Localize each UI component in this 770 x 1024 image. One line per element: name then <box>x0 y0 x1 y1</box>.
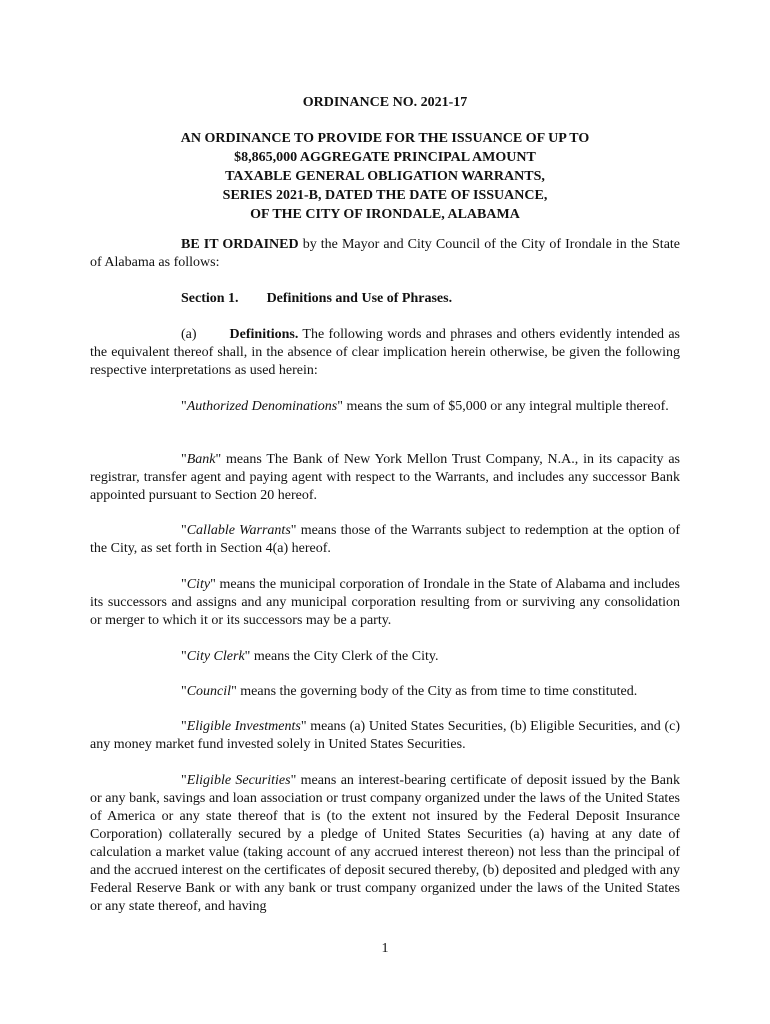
definition-text: means The Bank of New York Mellon Trust Company, N.A., in its capacity as registrar, transfer agent and paying agent with respect to the Warrants, and includes any successor Bank appointed pursuant to Section 20 hereof. <box>90 452 680 503</box>
definition-paragraph: "Authorized Denominations" means the sum of $5,000 or any integral multiple thereof. <box>181 399 669 414</box>
definitions-intro-text: The following words and phrases and others evidently intended as the equivalent thereof shall, in the absence of clear implication herein otherwise, be given the following respective interpretations as used herein: <box>90 327 680 378</box>
definition-term: Eligible Investments <box>186 719 301 734</box>
subsection-marker: (a) <box>181 327 197 342</box>
definition-text: means the City Clerk of the City. <box>250 649 439 664</box>
definition-paragraph: "Bank" means The Bank of New York Mellon Trust Company, N.A., in its capacity as registrar, transfer agent and paying agent with respect to the Warrants, and includes any successor Bank appointed pursuant to Section 20 hereof. <box>90 452 680 503</box>
page-number: 1 <box>381 941 389 956</box>
subtitle-line: TAXABLE GENERAL OBLIGATION WARRANTS, <box>225 169 545 184</box>
definition-term: Callable Warrants <box>186 523 291 538</box>
definition-term: Eligible Securities <box>186 773 291 788</box>
intro-text: by the Mayor and City Council of the City of Irondale in the State of Alabama as follows: <box>90 237 681 270</box>
definition-paragraph: "Council" means the governing body of the City as from time to time constituted. <box>181 684 638 699</box>
definitions-intro-paragraph <box>90 326 680 380</box>
definition-term: Authorized Denominations <box>186 399 338 414</box>
intro-lead: BE IT ORDAINED <box>181 237 299 252</box>
subtitle-line: SERIES 2021-B, DATED THE DATE OF ISSUANCE, <box>222 188 548 203</box>
section-number: Section 1. <box>181 291 239 306</box>
subtitle-line: $8,865,000 AGGREGATE PRINCIPAL AMOUNT <box>234 150 536 165</box>
subtitle-line: OF THE CITY OF IRONDALE, ALABAMA <box>250 207 520 222</box>
definition-text: means the governing body of the City as from time to time constituted. <box>236 684 638 699</box>
definition-term: Council <box>186 684 232 699</box>
ordinance-subtitle <box>0 129 770 224</box>
definition-term: City Clerk <box>186 649 245 664</box>
ordinance-title: ORDINANCE NO. 2021-17 <box>302 95 468 110</box>
subtitle-line: AN ORDINANCE TO PROVIDE FOR THE ISSUANCE OF UP TO <box>180 131 590 146</box>
section-heading <box>181 290 452 308</box>
definition-text: means (a) United States Securities, (b) Eligible Securities, and (c) any money market fund invested solely in United States Securities. <box>90 719 680 752</box>
definition-text: means the municipal corporation of Irondale in the State of Alabama and includes its successors and assigns and any municipal corporation resulting from or surviving any consolidation or merger to which it or its successors may be a party. <box>90 577 680 628</box>
definition-paragraph: "Eligible Investments" means (a) United States Securities, (b) Eligible Securities, and (c) any money market fund invested solely in United States Securities. <box>90 719 680 752</box>
definition-paragraph: "Eligible Securities" means an interest-bearing certificate of deposit issued by the Bank or any bank, savings and loan association or trust company organized under the laws of the United States of America or any state thereof that is (to the extent not insured by the Federal Deposit Insurance Corporation) collaterally secured by a pledge of United States Securities (a) having at any date of calculation a market value (taking account of any accrued interest thereon) not less than the principal of and the accrued interest on the certificates of deposit secured thereby, (b) deposited and pledged with any Federal Reserve Bank or with any bank or trust company organized under the laws of the United States or any state thereof, and having <box>90 773 681 914</box>
definition-term: Bank <box>186 452 216 467</box>
definition-text: means the sum of $5,000 or any integral multiple thereof. <box>342 399 669 414</box>
intro-paragraph <box>90 236 680 272</box>
definitions-lead: Definitions. <box>229 327 299 342</box>
section-title: Definitions and Use of Phrases. <box>266 291 453 306</box>
definition-paragraph: "City" means the municipal corporation of Irondale in the State of Alabama and includes its successors and assigns and any municipal corporation resulting from or surviving any consolidation or merger to which it or its successors may be a party. <box>90 577 680 628</box>
definition-term: City <box>186 577 211 592</box>
definition-text: means those of the Warrants subject to redemption at the option of the City, as set forth in Section 4(a) hereof. <box>90 523 680 556</box>
definition-paragraph: "Callable Warrants" means those of the Warrants subject to redemption at the option of the City, as set forth in Section 4(a) hereof. <box>90 523 680 556</box>
definition-text: means an interest-bearing certificate of deposit issued by the Bank or any bank, savings and loan association or trust company organized under the laws of the United States of America or any state thereof that is (to the extent not insured by the Federal Deposit Insurance Corporation) collaterally secured by a pledge of United States Securities (a) having at any date of calculation a market value (taking account of any accrued interest thereon) not less than the principal of and the accrued interest on the certificates of deposit secured thereby, (b) deposited and pledged with any Federal Reserve Bank or with any bank or trust company organized under the laws of the United States or any state thereof, and having <box>90 773 681 914</box>
definition-paragraph: "City Clerk" means the City Clerk of the City. <box>181 649 439 664</box>
